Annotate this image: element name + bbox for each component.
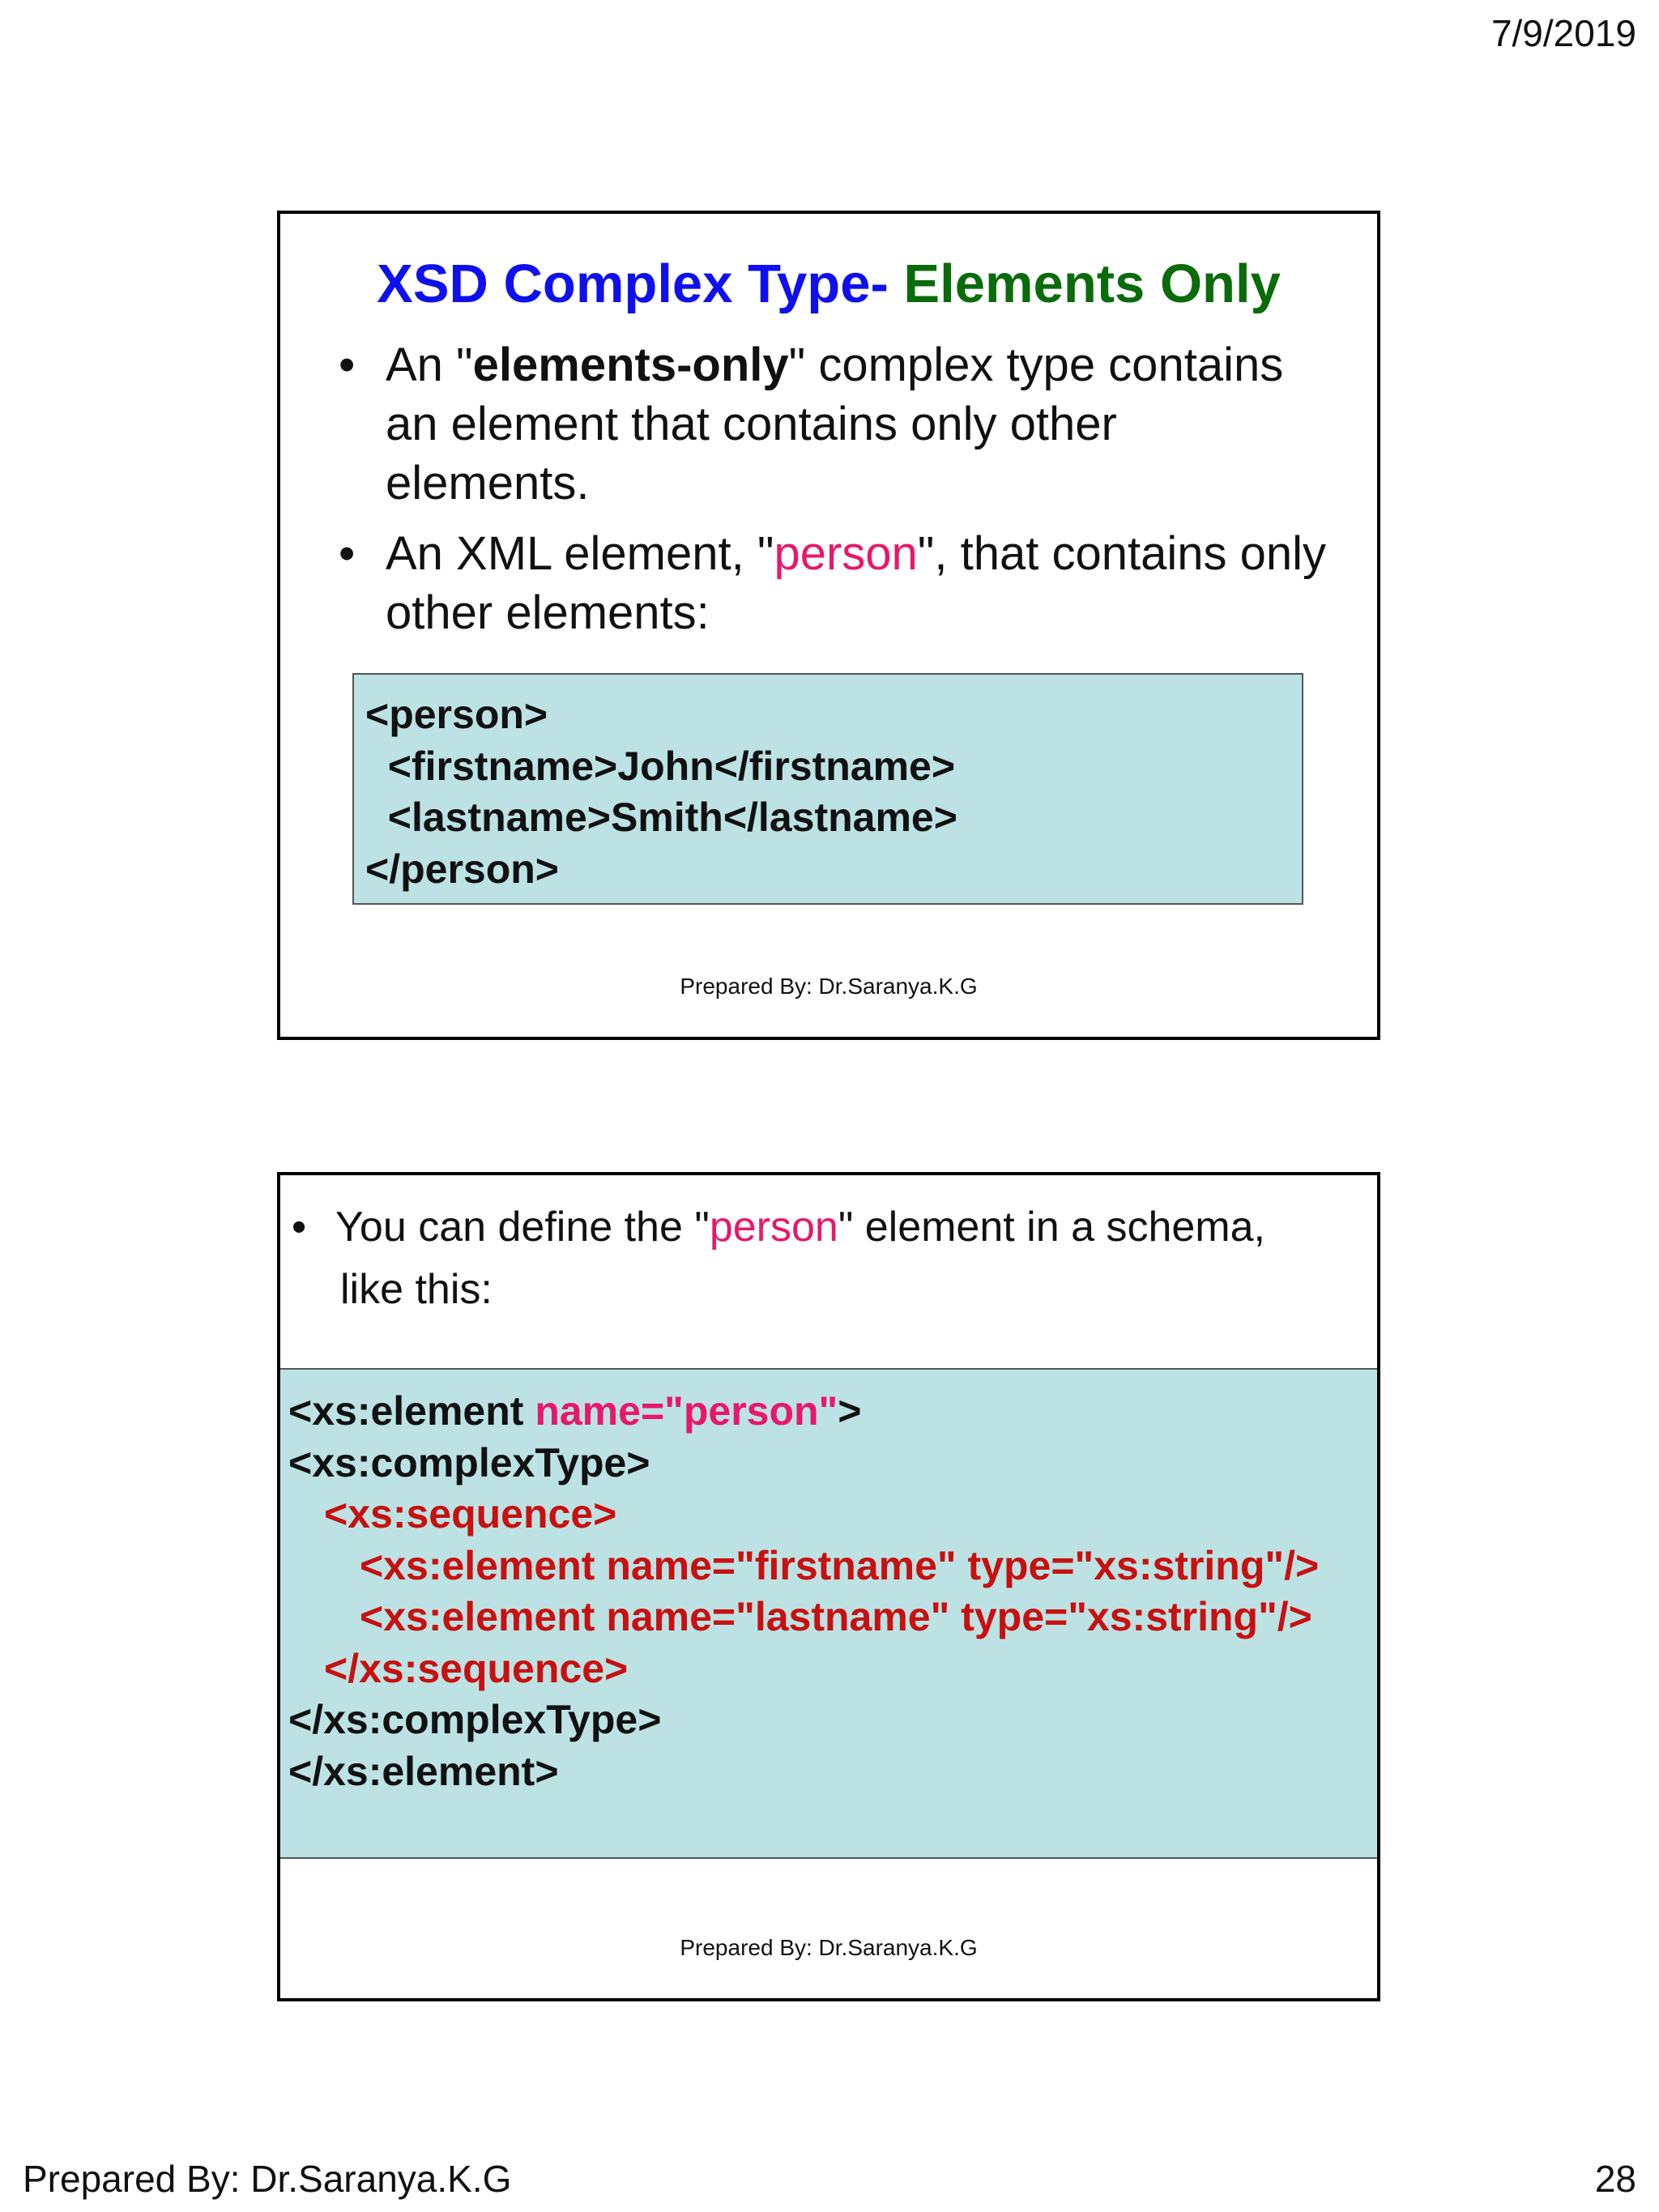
code-line: <xs:element name="firstname" type="xs:string"/> (360, 1542, 1320, 1588)
page-footer: Prepared By: Dr.Saranya.K.G (23, 2158, 512, 2200)
code-line (288, 1386, 1377, 1438)
slide-title (280, 253, 1377, 315)
bullet-highlight: person (774, 527, 918, 580)
code-line: <person> (365, 692, 548, 737)
page-date: 7/9/2019 (1491, 12, 1636, 54)
xsd-code-block (280, 1368, 1377, 1859)
code-line: <xs:sequence> (324, 1491, 617, 1536)
code-line: </person> (365, 846, 559, 892)
code-line: </xs:element> (288, 1748, 559, 1794)
bullet-elements-only (339, 335, 1328, 513)
bullet-text: You can define the " (335, 1204, 710, 1251)
code-tag: > (838, 1388, 862, 1434)
title-part-green: Elements Only (903, 254, 1281, 314)
bullet-define-person (292, 1196, 1345, 1321)
bullet-text: like this: (340, 1266, 493, 1313)
code-attribute: name="person" (535, 1388, 838, 1434)
bullet-text: An XML element, " (386, 527, 774, 580)
code-tag: <xs:element (288, 1388, 535, 1434)
bullet-list (339, 335, 1328, 654)
page-number: 28 (1594, 2158, 1636, 2200)
slide-1 (277, 211, 1380, 1040)
slide-footer: Prepared By: Dr.Saranya.K.G (680, 1935, 978, 1960)
bullet-person-element (339, 524, 1328, 642)
code-line: <firstname>John</firstname> (365, 743, 956, 789)
slide-footer: Prepared By: Dr.Saranya.K.G (680, 974, 978, 999)
bullet-text: ", that contains only other elements: (386, 527, 1326, 639)
slide-2 (277, 1172, 1380, 2001)
bullet-text: " complex type contains an element that contains only other elements. (386, 339, 1284, 509)
bullet-highlight: person (709, 1204, 838, 1251)
xml-code-block (352, 673, 1303, 905)
code-line: <xs:complexType> (288, 1439, 650, 1485)
bullet-text: " element in a schema, (838, 1204, 1265, 1251)
code-line: </xs:sequence> (324, 1645, 629, 1691)
bullet-dot-icon: • (339, 527, 356, 580)
code-line: </xs:complexType> (288, 1697, 662, 1742)
bullet-text: An " (386, 339, 473, 391)
code-line: <xs:element name="lastname" type="xs:string"/> (360, 1594, 1312, 1639)
bullet-bold-term: elements-only (472, 339, 789, 391)
bullet-dot-icon: • (292, 1204, 307, 1251)
bullet-dot-icon: • (339, 339, 356, 391)
title-part-blue: XSD Complex Type- (377, 254, 889, 314)
code-line: <lastname>Smith</lastname> (365, 795, 957, 840)
